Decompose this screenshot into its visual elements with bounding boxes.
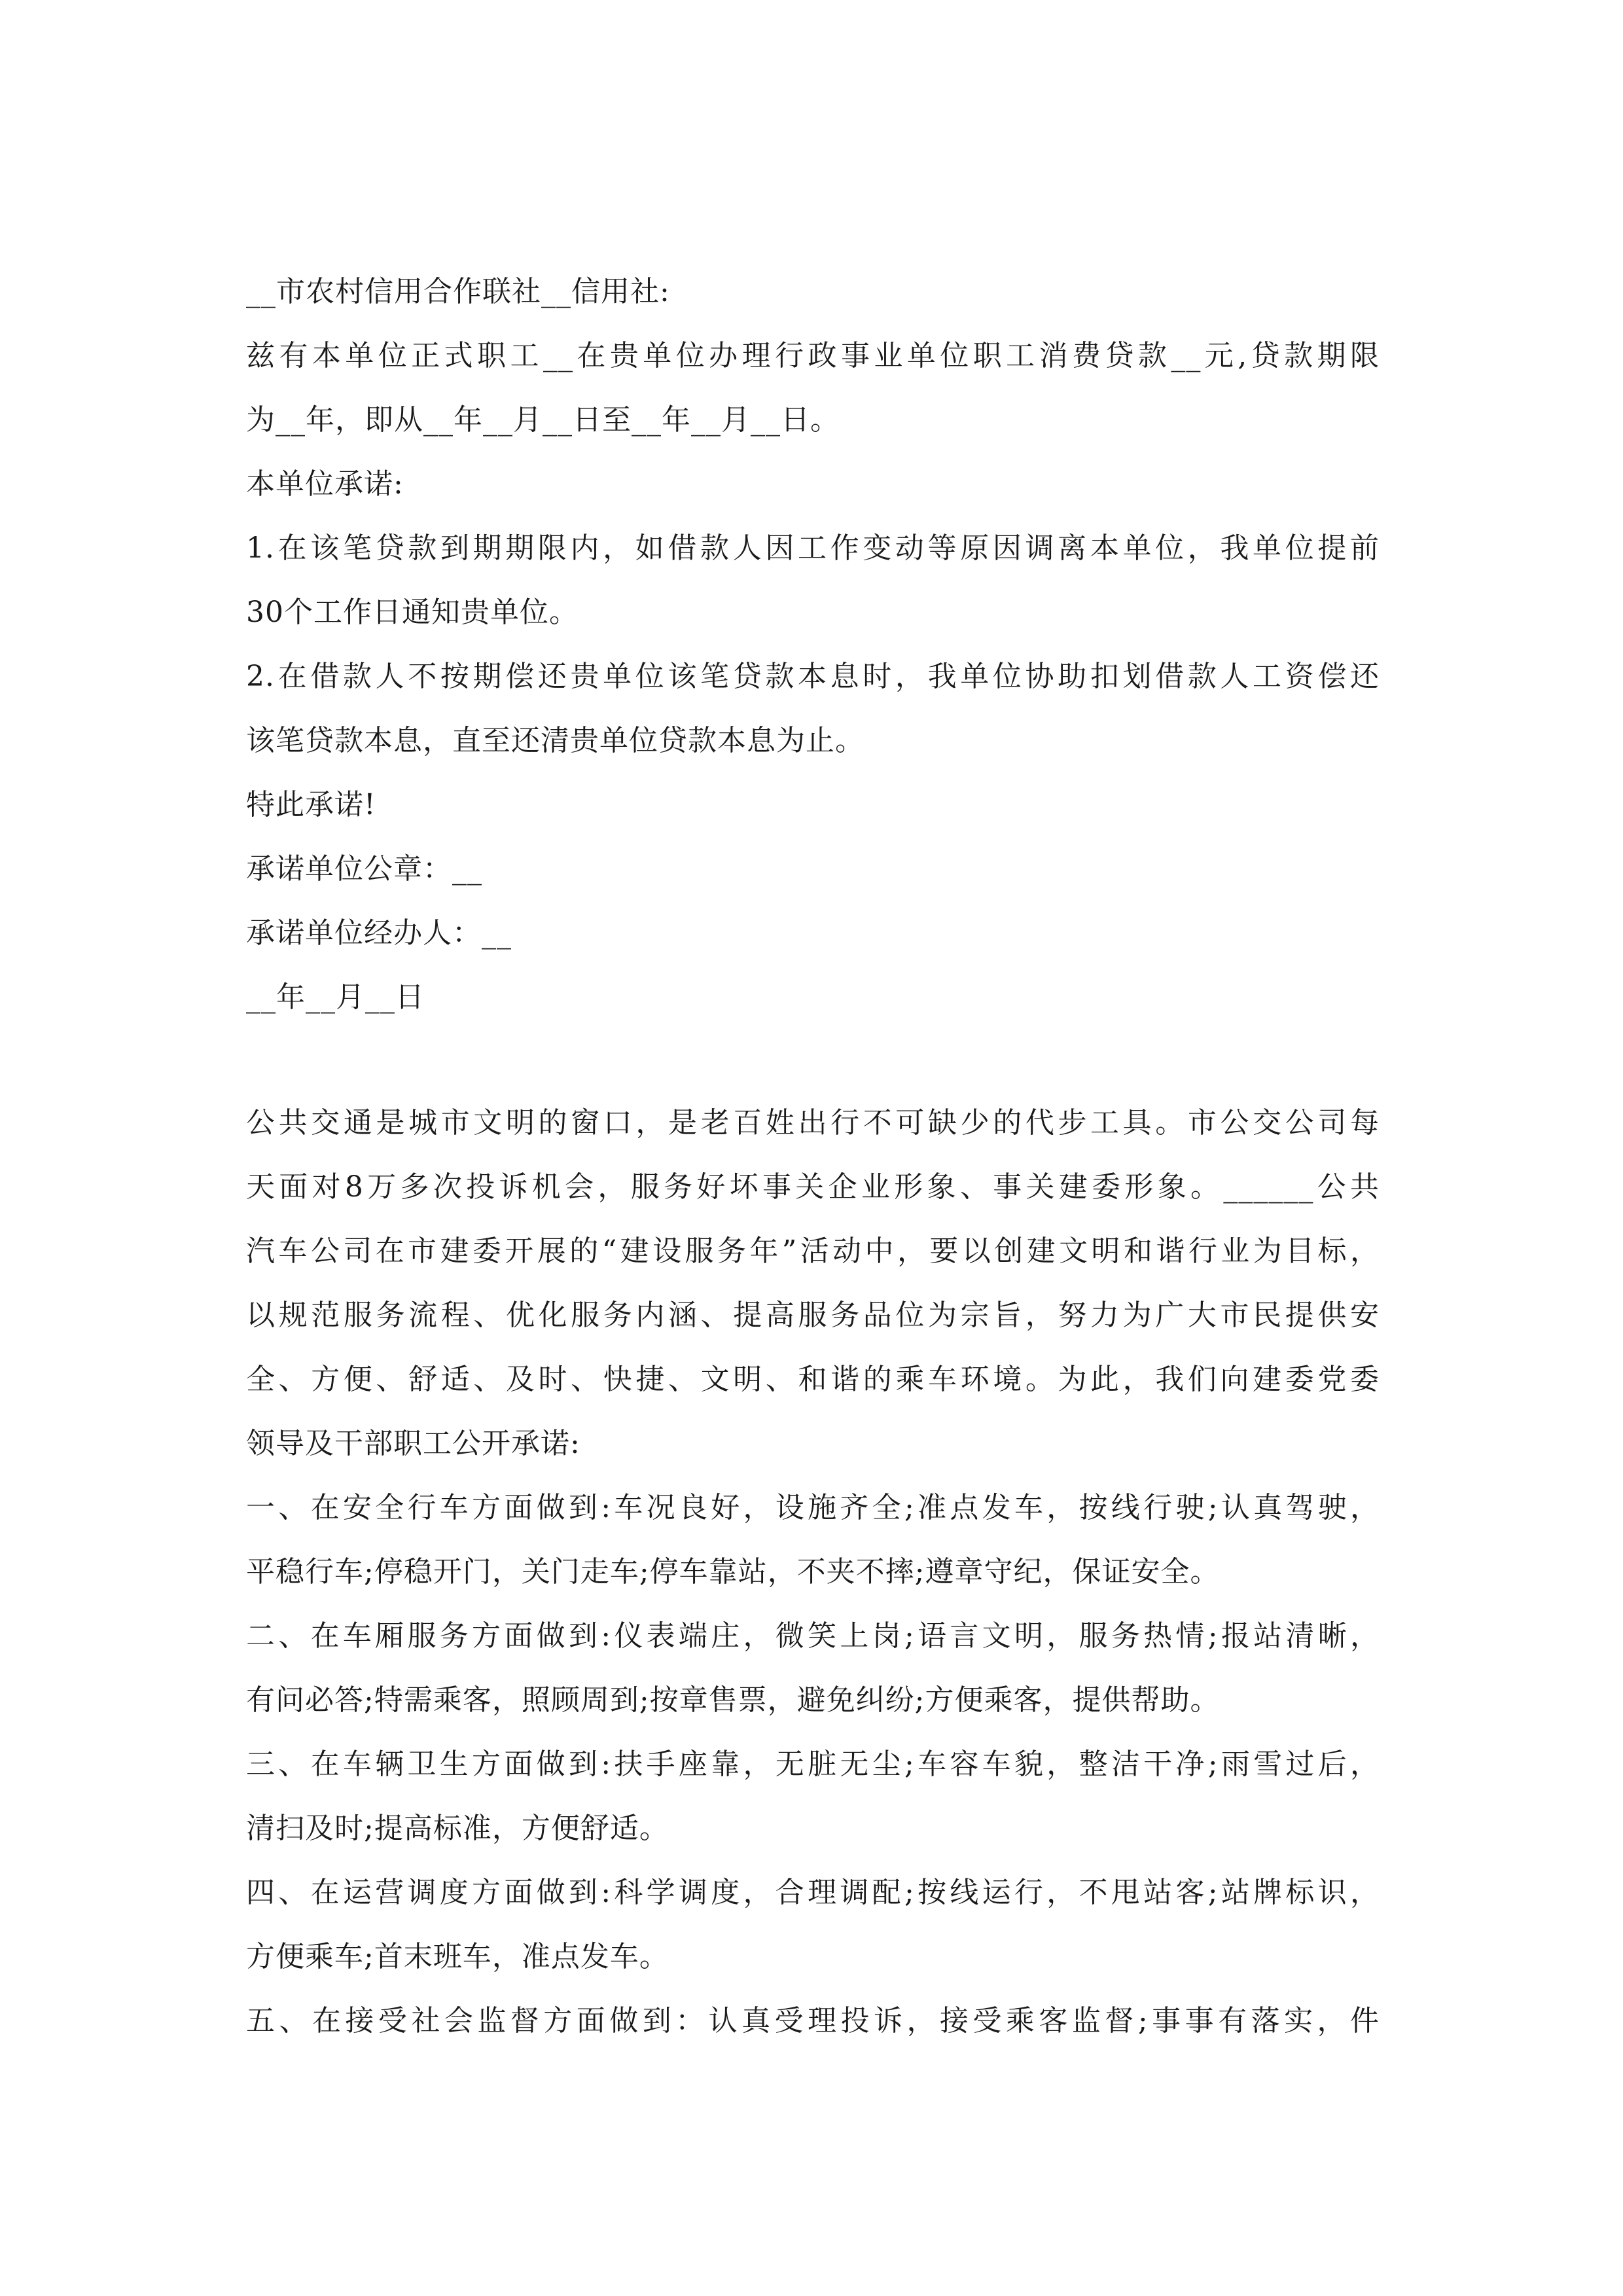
paragraph-line: 以规范服务流程、优化服务内涵、提高服务品位为宗旨，努力为广大市民提供安 <box>246 1299 1380 1332</box>
commit-item-1-cont: 30个工作日通知贵单位。 <box>246 596 579 629</box>
body-line: 兹有本单位正式职工__在贵单位办理行政事业单位职工消费贷款__元,贷款期限 <box>246 339 1380 372</box>
seal-line: 承诺单位公章：__ <box>246 852 482 886</box>
commit-item-1: 1.在该笔贷款到期期限内，如借款人因工作变动等原因调离本单位，我单位提前 <box>246 531 1380 565</box>
paragraph-line: 天面对8万多次投诉机会，服务好坏事关企业形象、事关建委形象。______公共 <box>246 1170 1380 1204</box>
paragraph-line: 全、方便、舒适、及时、快捷、文明、和谐的乘车环境。为此，我们向建委党委 <box>246 1363 1380 1396</box>
commit-item-safety-cont: 平稳行车;停稳开门，关门走车;停车靠站，不夹不摔;遵章守纪，保证安全。 <box>246 1555 1220 1588</box>
commit-item-dispatch: 四、在运营调度方面做到:科学调度，合理调配;按线运行，不甩站客;站牌标识， <box>246 1876 1380 1909</box>
commit-item-safety: 一、在安全行车方面做到:车况良好，设施齐全;准点发车，按线行驶;认真驾驶， <box>246 1491 1380 1524</box>
commit-item-service: 二、在车厢服务方面做到:仪表端庄，微笑上岗;语言文明，服务热情;报站清晰， <box>246 1619 1380 1653</box>
addressee-line: __市农村信用合作联社__信用社: <box>246 275 670 308</box>
loan-commitment-letter <box>246 260 1380 1030</box>
commit-item-hygiene: 三、在车辆卫生方面做到:扶手座靠，无脏无尘;车容车貌，整洁干净;雨雪过后， <box>246 1748 1380 1781</box>
commit-item-2-cont: 该笔贷款本息，直至还清贵单位贷款本息为止。 <box>246 724 865 757</box>
commit-item-dispatch-cont: 方便乘车;首末班车，准点发车。 <box>246 1940 669 1973</box>
closing-line: 特此承诺! <box>246 788 376 821</box>
paragraph-line: 领导及干部职工公开承诺: <box>246 1427 580 1460</box>
commit-heading: 本单位承诺: <box>246 467 404 501</box>
commit-item-supervision: 五、在接受社会监督方面做到：认真受理投诉，接受乘客监督;事事有落实，件 <box>246 2004 1380 2037</box>
commit-item-2: 2.在借款人不按期偿还贵单位该笔贷款本息时，我单位协助扣划借款人工资偿还 <box>246 660 1380 693</box>
bus-service-commitment <box>246 1091 1380 2053</box>
handler-line: 承诺单位经办人：__ <box>246 916 512 950</box>
paragraph-line: 公共交通是城市文明的窗口，是老百姓出行不可缺少的代步工具。市公交公司每 <box>246 1106 1380 1139</box>
date-line: __年__月__日 <box>246 980 425 1014</box>
commit-item-hygiene-cont: 清扫及时;提高标准，方便舒适。 <box>246 1812 669 1845</box>
body-line: 为__年，即从__年__月__日至__年__月__日。 <box>246 403 840 437</box>
commit-item-service-cont: 有问必答;特需乘客，照顾周到;按章售票，避免纠纷;方便乘客，提供帮助。 <box>246 1683 1220 1717</box>
paragraph-line: 汽车公司在市建委开展的“建设服务年”活动中，要以创建文明和谐行业为目标， <box>246 1234 1380 1268</box>
